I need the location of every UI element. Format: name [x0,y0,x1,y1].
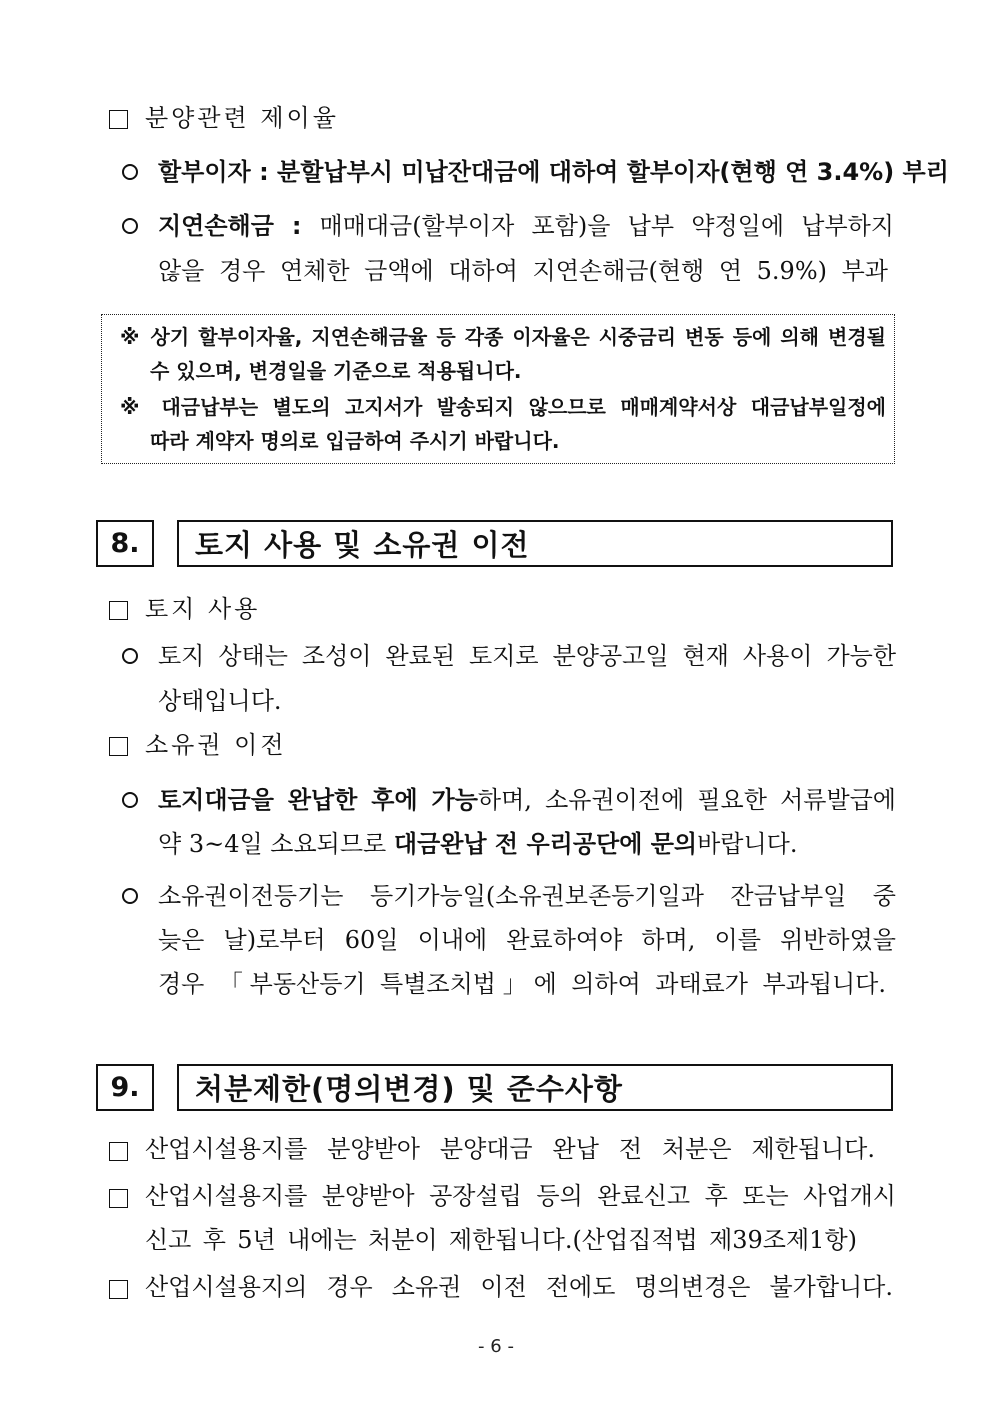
emphasis-text: 토지대금을 완납한 후에 가능 [158,786,478,814]
plain-text: 바랍니다. [697,830,798,858]
checkbox-square-icon [109,1142,128,1161]
fee-text: 매매대금(할부이자 포함)을 납부 약정일에 납부하지 [319,212,894,240]
bullet-circle-icon [122,792,138,808]
fee-item-late-line1 [158,211,894,241]
bullet-circle-icon [122,648,138,664]
fee-item-late-line2: 않을 경우 연체한 금액에 대하여 지연손해금(현행 연 5.9%) 부과 [158,257,888,285]
paragraph-line [158,829,797,859]
plain-text: 하며, 소유권이전에 필요한 서류발급에 [477,786,896,814]
page-number: - 6 - [478,1336,514,1357]
bullet-circle-icon [122,218,138,234]
paragraph-line: 늦은 날)로부터 60일 이내에 완료하여야 하며, 이를 위반하였을 [158,926,896,954]
subsection-heading: 토지 사용 [145,595,261,623]
section-number: 8. [96,520,154,567]
emphasis-text: 대금완납 전 우리공단에 문의 [393,830,698,858]
paragraph-line: 산업시설용지의 경우 소유권 이전 전에도 명의변경은 불가합니다. [145,1273,893,1301]
notice-line: ※ 상기 할부이자율, 지연손해금율 등 각종 이자율은 시중금리 변동 등에 의해 변경될 [120,325,886,349]
plain-text: 약 3~4일 소요되므로 [158,830,394,858]
fee-label: 할부이자 : [158,158,278,186]
paragraph-line: 신고 후 5년 내에는 처분이 제한됩니다.(산업집적법 제39조제1항) [145,1226,857,1254]
paragraph-line: 소유권이전등기는 등기가능일(소유권보존등기일과 잔금납부일 중 [158,882,896,910]
bullet-circle-icon [122,164,138,180]
checkbox-square-icon [109,737,128,756]
bullet-circle-icon [122,888,138,904]
subsection-heading: 소유권 이전 [145,731,287,759]
section-title: 토지 사용 및 소유권 이전 [177,520,893,567]
section-heading: 분양관련 제이율 [145,104,339,132]
checkbox-square-icon [109,1189,128,1208]
paragraph-line: 상태입니다. [158,687,282,715]
paragraph-line: 경우 「부동산등기 특별조치법」에 의하여 과태료가 부과됩니다. [158,970,886,998]
checkbox-square-icon [109,110,128,129]
paragraph-line: 산업시설용지를 분양받아 공장설립 등의 완료신고 후 또는 사업개시 [145,1182,896,1210]
paragraph-line: 산업시설용지를 분양받아 분양대금 완납 전 처분은 제한됩니다. [145,1135,875,1163]
section-title: 처분제한(명의변경) 및 준수사항 [177,1064,893,1111]
fee-label: 지연손해금 : [158,212,320,240]
checkbox-square-icon [109,601,128,620]
notice-line: ※ 대금납부는 별도의 고지서가 발송되지 않으므로 매매계약서상 대금납부일정에 [120,395,886,419]
checkbox-square-icon [109,1280,128,1299]
paragraph-line [158,785,896,815]
notice-line: 수 있으며, 변경일을 기준으로 적용됩니다. [150,359,522,383]
notice-line: 따라 계약자 명의로 입금하여 주시기 바랍니다. [150,429,560,453]
paragraph-line: 토지 상태는 조성이 완료된 토지로 분양공고일 현재 사용이 가능한 [158,642,896,670]
fee-item-installment [158,157,949,187]
fee-text: 분할납부시 미납잔대금에 대하여 할부이자(현행 연 3.4%) 부리 [277,158,949,186]
section-number: 9. [96,1064,154,1111]
